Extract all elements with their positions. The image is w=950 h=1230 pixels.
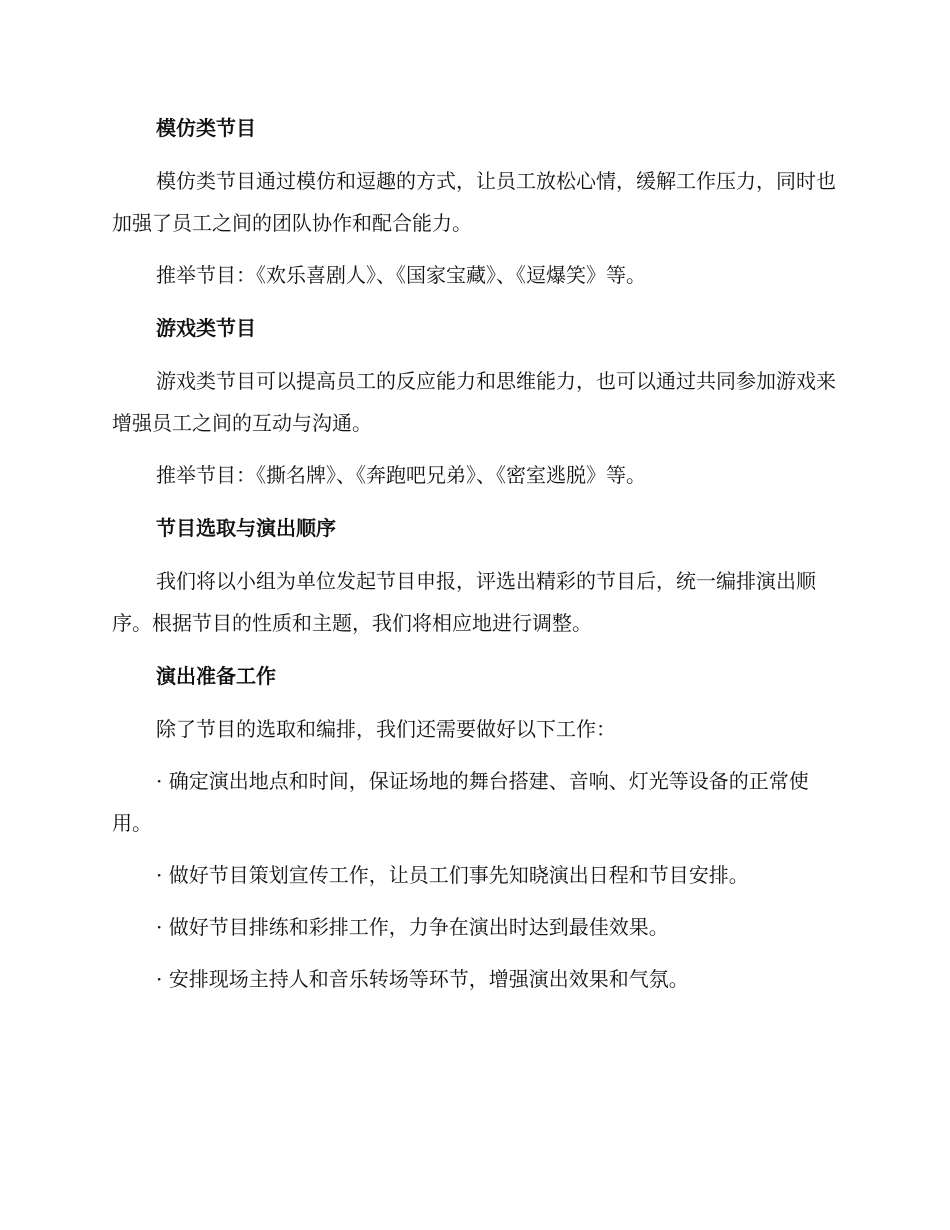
section-imitation xyxy=(112,108,837,296)
paragraph: 我们将以小组为单位发起节目申报，评选出精彩的节目后，统一编排演出顺序。根据节目的性质和主题，我们将相应地进行调整。 xyxy=(112,569,816,635)
section-heading: 节目选取与演出顺序 xyxy=(156,516,336,540)
list-item: · 安排现场主持人和音乐转场等环节，增强演出效果和气氛。 xyxy=(156,967,689,991)
section-selection-order xyxy=(112,508,837,644)
list-item: · 确定演出地点和时间，保证场地的舞台搭建、音响、灯光等设备的正常使用。 xyxy=(112,769,809,835)
section-preparation xyxy=(112,656,837,1000)
list-item: · 做好节目策划宣传工作，让员工们事先知晓演出日程和节目安排。 xyxy=(156,863,749,887)
document-page xyxy=(112,108,837,1010)
section-heading: 模仿类节目 xyxy=(156,116,256,140)
section-games xyxy=(112,308,837,496)
list-item: · 做好节目排练和彩排工作，力争在演出时达到最佳效果。 xyxy=(156,915,669,939)
paragraph: 除了节目的选取和编排，我们还需要做好以下工作： xyxy=(156,717,616,741)
recommended-programs: 推举节目：《撕名牌》、《奔跑吧兄弟》、《密室逃脱》等。 xyxy=(156,463,646,487)
section-heading: 演出准备工作 xyxy=(156,664,276,688)
recommended-programs: 推举节目：《欢乐喜剧人》、《国家宝藏》、《逗爆笑》等。 xyxy=(156,263,646,287)
paragraph: 游戏类节目可以提高员工的反应能力和思维能力，也可以通过共同参加游戏来增强员工之间的互动与沟通。 xyxy=(112,369,836,435)
section-heading: 游戏类节目 xyxy=(156,316,256,340)
paragraph: 模仿类节目通过模仿和逗趣的方式，让员工放松心情，缓解工作压力，同时也加强了员工之间的团队协作和配合能力。 xyxy=(112,169,836,235)
